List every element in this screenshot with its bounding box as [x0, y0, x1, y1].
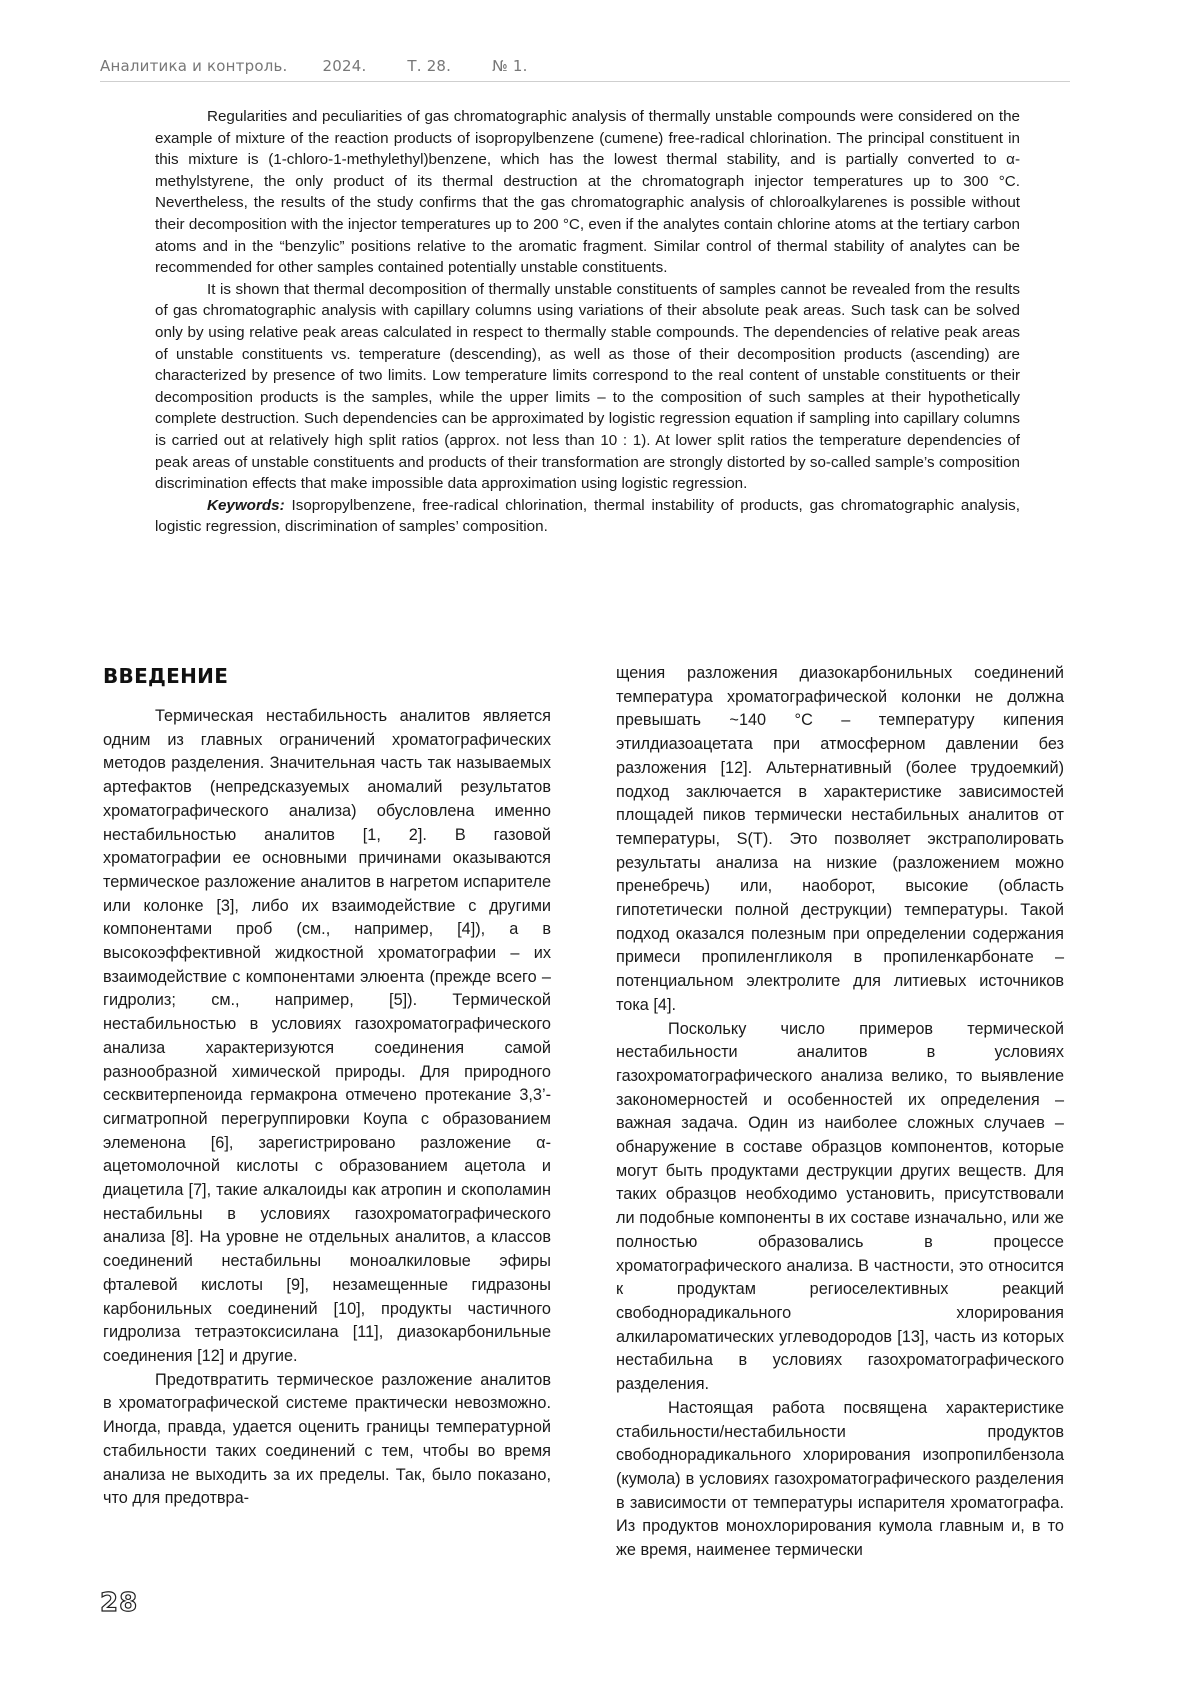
left-column — [103, 705, 551, 1511]
abstract-paragraph: Regularities and peculiarities of gas chromatographic analysis of thermally unstable compounds were considered on the example of mixture of the reaction products of isopropylbenzene (cumene) free-radical chlorination. The principal constituent in this mixture is (1-chloro-1-methylethyl)benzene, which has the lowest thermal stability, and is partially converted to α-methylstyrene, the only product of its thermal destruction at the chromatograph injector temperatures up to 300 °C. Nevertheless, the results of the study confirms that the gas chromatographic analysis of chloroalkylarenes is possible without their decomposition with the injector temperatures up to 200 °C, even if the analytes contain chlorine atoms at the tertiary carbon atoms and in the “benzylic” positions relative to the aromatic fragment. Similar control of thermal stability of analytes can be recommended for other samples contained potentially unstable constituents. — [155, 108, 1020, 277]
keywords-text: Isopropylbenzene, free-radical chlorination, thermal instability of products, gas chromatographic analysis, logistic regression, discrimination of samples’ composition. — [155, 496, 1020, 536]
page-number: 28 — [100, 1588, 139, 1618]
body-paragraph: щения разложения диазокарбонильных соединений температура хроматографической колонки не должна превышать ~140 °С – температуру кипения этилдиазоацетата при атмосферном давлении без разложения [12]. Альтернативный (более трудоемкий) подход заключается в характеристике зависимостей площадей пиков термически нестабильных аналитов от температуры, S(T). Это позволяет экстраполировать результаты анализа на низкие (разложением можно пренебречь) или, наоборот, высокие (область гипотетически полной деструкции) температуры. Такой подход оказался полезным при определении содержания примеси пропиленгликоля в пропиленкарбонате – потенциальном электролите для литиевых источников тока [4]. — [616, 664, 1064, 1014]
journal-issue: № 1. — [492, 57, 528, 75]
body-paragraph: Поскольку число примеров термической нестабильности аналитов в условиях газохроматографического анализа велико, то выявление закономерностей и особенностей их определения – важная задача. Один из наиболее сложных случаев – обнаружение в составе образцов компонентов, которые могут быть продуктами деструкции других веществ. Для таких образцов необходимо установить, присутствовали ли подобные компоненты в их составе изначально, или же полностью образовались в процессе хроматографического анализа. В частности, это относится к продуктам региоселективных реакций свободнорадикального хлорирования алкилароматических углеводородов [13], часть из которых нестабильна в условиях газохроматографического разделения. — [616, 1019, 1064, 1394]
running-header — [100, 57, 1070, 82]
keywords — [155, 495, 1020, 538]
section-heading: ВВЕДЕНИЕ — [103, 664, 229, 688]
right-column — [616, 662, 1064, 1563]
journal-volume: Т. 28. — [407, 57, 452, 75]
body-paragraph: Предотвратить термическое разложение аналитов в хроматографической системе практически невозможно. Иногда, правда, удается оценить границы температурной стабильности таких соединений с тем, чтобы во время анализа не выходить за их пределы. Так, было показано, что для предотвра- — [103, 1370, 551, 1508]
body-paragraph: Термическая нестабильность аналитов является одним из главных ограничений хроматографических методов разделения. Значительная часть так называемых артефактов (непредсказуемых аномалий результатов хроматографического анализа) обусловлена именно нестабильностью аналитов [1, 2]. В газовой хроматографии ее основными причинами оказываются термическое разложение аналитов в нагретом испарителе или колонке [3], либо их взаимодействие с другими компонентами проб (см., например, [4]), а в высокоэффективной жидкостной хроматографии – их взаимодействие с компонентами элюента (прежде всего – гидролиз; см., например, [5]). Термической нестабильностью в условиях газохроматографического анализа характеризуются соединения самой разнообразной химической природы. Для природного сесквитерпеноида гермакрона отмечено протекание 3,3’-сигматропной перегруппировки Коупа с образованием элеменона [6], зарегистрировано разложение α-ацетомолочной кислоты с образованием ацетола и диацетила [7], такие алкалоиды как атропин и скополамин нестабильны в условиях газохроматографического анализа [8]. На уровне не отдельных аналитов, а классов соединений нестабильны моноалкиловые эфиры фталевой кислоты [9], незамещенные гидразоны карбонильных соединений [10], продукты частичного гидролиза тетраэтоксисилана [11], диазокарбонильные соединения [12] и другие. — [103, 707, 551, 1365]
journal-title: Аналитика и контроль. — [100, 57, 288, 75]
keywords-label: Keywords: — [207, 496, 285, 514]
abstract — [155, 106, 1020, 538]
body-paragraph: Настоящая работа посвящена характеристике стабильности/нестабильности продуктов свободнорадикального хлорирования изопропилбензола (кумола) в условиях газохроматографического разделения в зависимости от температуры испарителя хроматографа. Из продуктов монохлорирования кумола главным и, в то же время, наименее термически — [616, 1398, 1064, 1560]
abstract-paragraph: It is shown that thermal decomposition of thermally unstable constituents of samples cannot be revealed from the results of gas chromatographic analysis with capillary columns using variations of their absolute peak areas. Such task can be solved only by using relative peak areas calculated in respect to thermally stable compounds. The dependencies of relative peak areas of unstable constituents vs. temperature (descending), as well as those of their decomposition products (ascending) are characterized by presence of two limits. Low temperature limits correspond to the real content of unstable constituents or their decomposition products is the samples, while the upper limits – to the composition of such samples at their hypothetically complete destruction. Such dependencies can be approximated by logistic regression equation if sampling into capillary columns is carried out at relatively high split ratios (approx. not less than 10 : 1). At lower split ratios the temperature dependencies of peak areas of unstable constituents and products of their transformation are strongly distorted by so-called sample’s composition discrimination effects that make impossible data approximation using logistic regression. — [155, 280, 1020, 493]
journal-year: 2024. — [322, 57, 367, 75]
